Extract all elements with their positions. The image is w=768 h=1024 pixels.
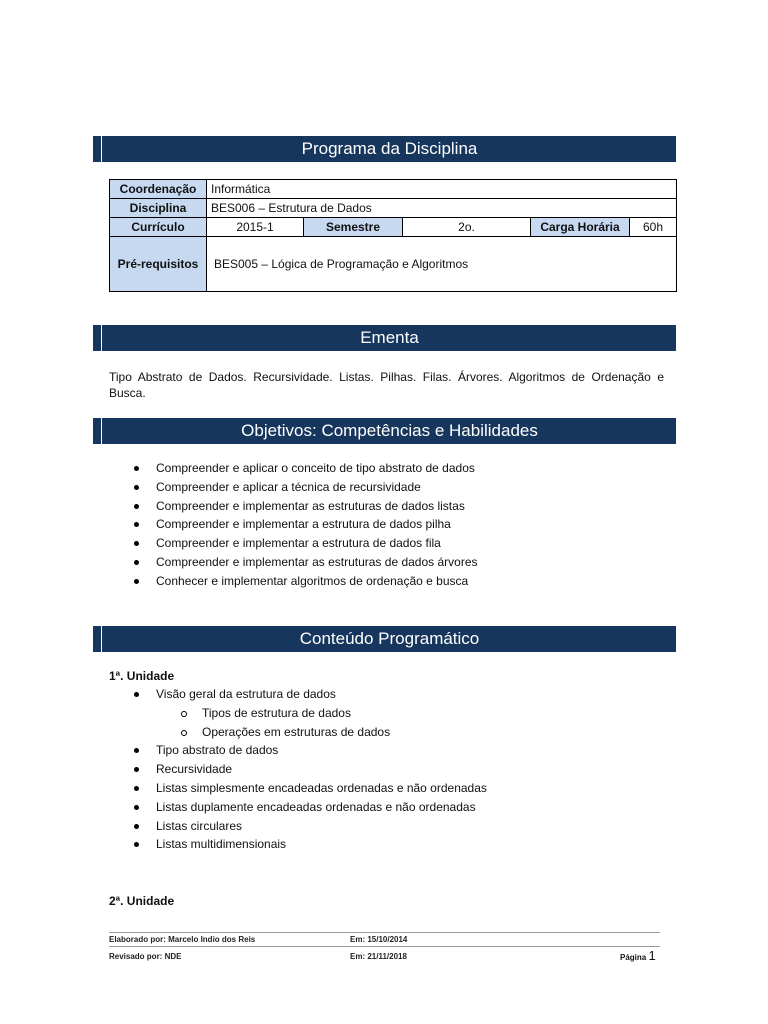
list-item: Compreender e aplicar a técnica de recursividade (109, 478, 478, 497)
section-title: Ementa (360, 328, 419, 347)
objetivos-list (109, 459, 478, 591)
carga-value: 60h (630, 218, 677, 237)
section-header-programa (93, 136, 676, 162)
curriculo-value: 2015-1 (207, 218, 304, 237)
coordenacao-value: Informática (207, 180, 677, 199)
section-title: Conteúdo Programático (299, 629, 480, 648)
footer-revisado: Revisado por: NDE (109, 952, 182, 961)
sub-list-item: Operações em estruturas de dados (109, 723, 487, 742)
list-item: Listas circulares (109, 817, 487, 836)
page-number (620, 948, 656, 963)
semestre-value: 2o. (403, 218, 531, 237)
curriculo-label: Currículo (110, 218, 207, 237)
list-item: Visão geral da estrutura de dados (109, 685, 487, 704)
footer-elaborado: Elaborado por: Marcelo Indio dos Reis (109, 935, 256, 944)
footer-divider (109, 946, 660, 947)
disciplina-label: Disciplina (110, 199, 207, 218)
section-title: Objetivos: Competências e Habilidades (241, 421, 538, 440)
footer-divider (109, 932, 660, 933)
list-item: Recursividade (109, 760, 487, 779)
section-header-conteudo (93, 626, 676, 652)
coordenacao-label: Coordenação (110, 180, 207, 199)
list-item: Compreender e implementar a estrutura de dados fila (109, 534, 478, 553)
footer-em2: Em: 21/11/2018 (350, 952, 407, 961)
sub-list-item: Tipos de estrutura de dados (109, 704, 487, 723)
list-item: Compreender e aplicar o conceito de tipo abstrato de dados (109, 459, 478, 478)
prereq-value: BES005 – Lógica de Programação e Algoritmos (207, 237, 677, 292)
list-item: Listas multidimensionais (109, 835, 487, 854)
list-item: Conhecer e implementar algoritmos de ordenação e busca (109, 572, 478, 591)
list-item: Compreender e implementar as estruturas de dados árvores (109, 553, 478, 572)
carga-label: Carga Horária (531, 218, 630, 237)
unidade1-title: 1ª. Unidade (109, 669, 175, 683)
list-item: Compreender e implementar as estruturas de dados listas (109, 497, 478, 516)
info-table (109, 179, 677, 292)
page-num: 1 (648, 948, 656, 963)
ementa-text: Tipo Abstrato de Dados. Recursividade. Listas. Pilhas. Filas. Árvores. Algoritmos de Ordenação e Busca. (109, 370, 664, 400)
list-item: Listas simplesmente encadeadas ordenadas e não ordenadas (109, 779, 487, 798)
footer-em1: Em: 15/10/2014 (350, 935, 408, 944)
semestre-label: Semestre (304, 218, 403, 237)
section-header-ementa (93, 325, 676, 351)
page-label: Página (620, 953, 647, 962)
list-item: Compreender e implementar a estrutura de dados pilha (109, 515, 478, 534)
section-title: Programa da Disciplina (301, 139, 478, 158)
unidade2-title: 2ª. Unidade (109, 894, 175, 908)
unidade1-list (109, 685, 487, 854)
list-item: Tipo abstrato de dados (109, 741, 487, 760)
disciplina-value: BES006 – Estrutura de Dados (207, 199, 677, 218)
section-header-objetivos (93, 418, 676, 444)
prereq-label: Pré-requisitos (110, 237, 207, 292)
list-item: Listas duplamente encadeadas ordenadas e não ordenadas (109, 798, 487, 817)
